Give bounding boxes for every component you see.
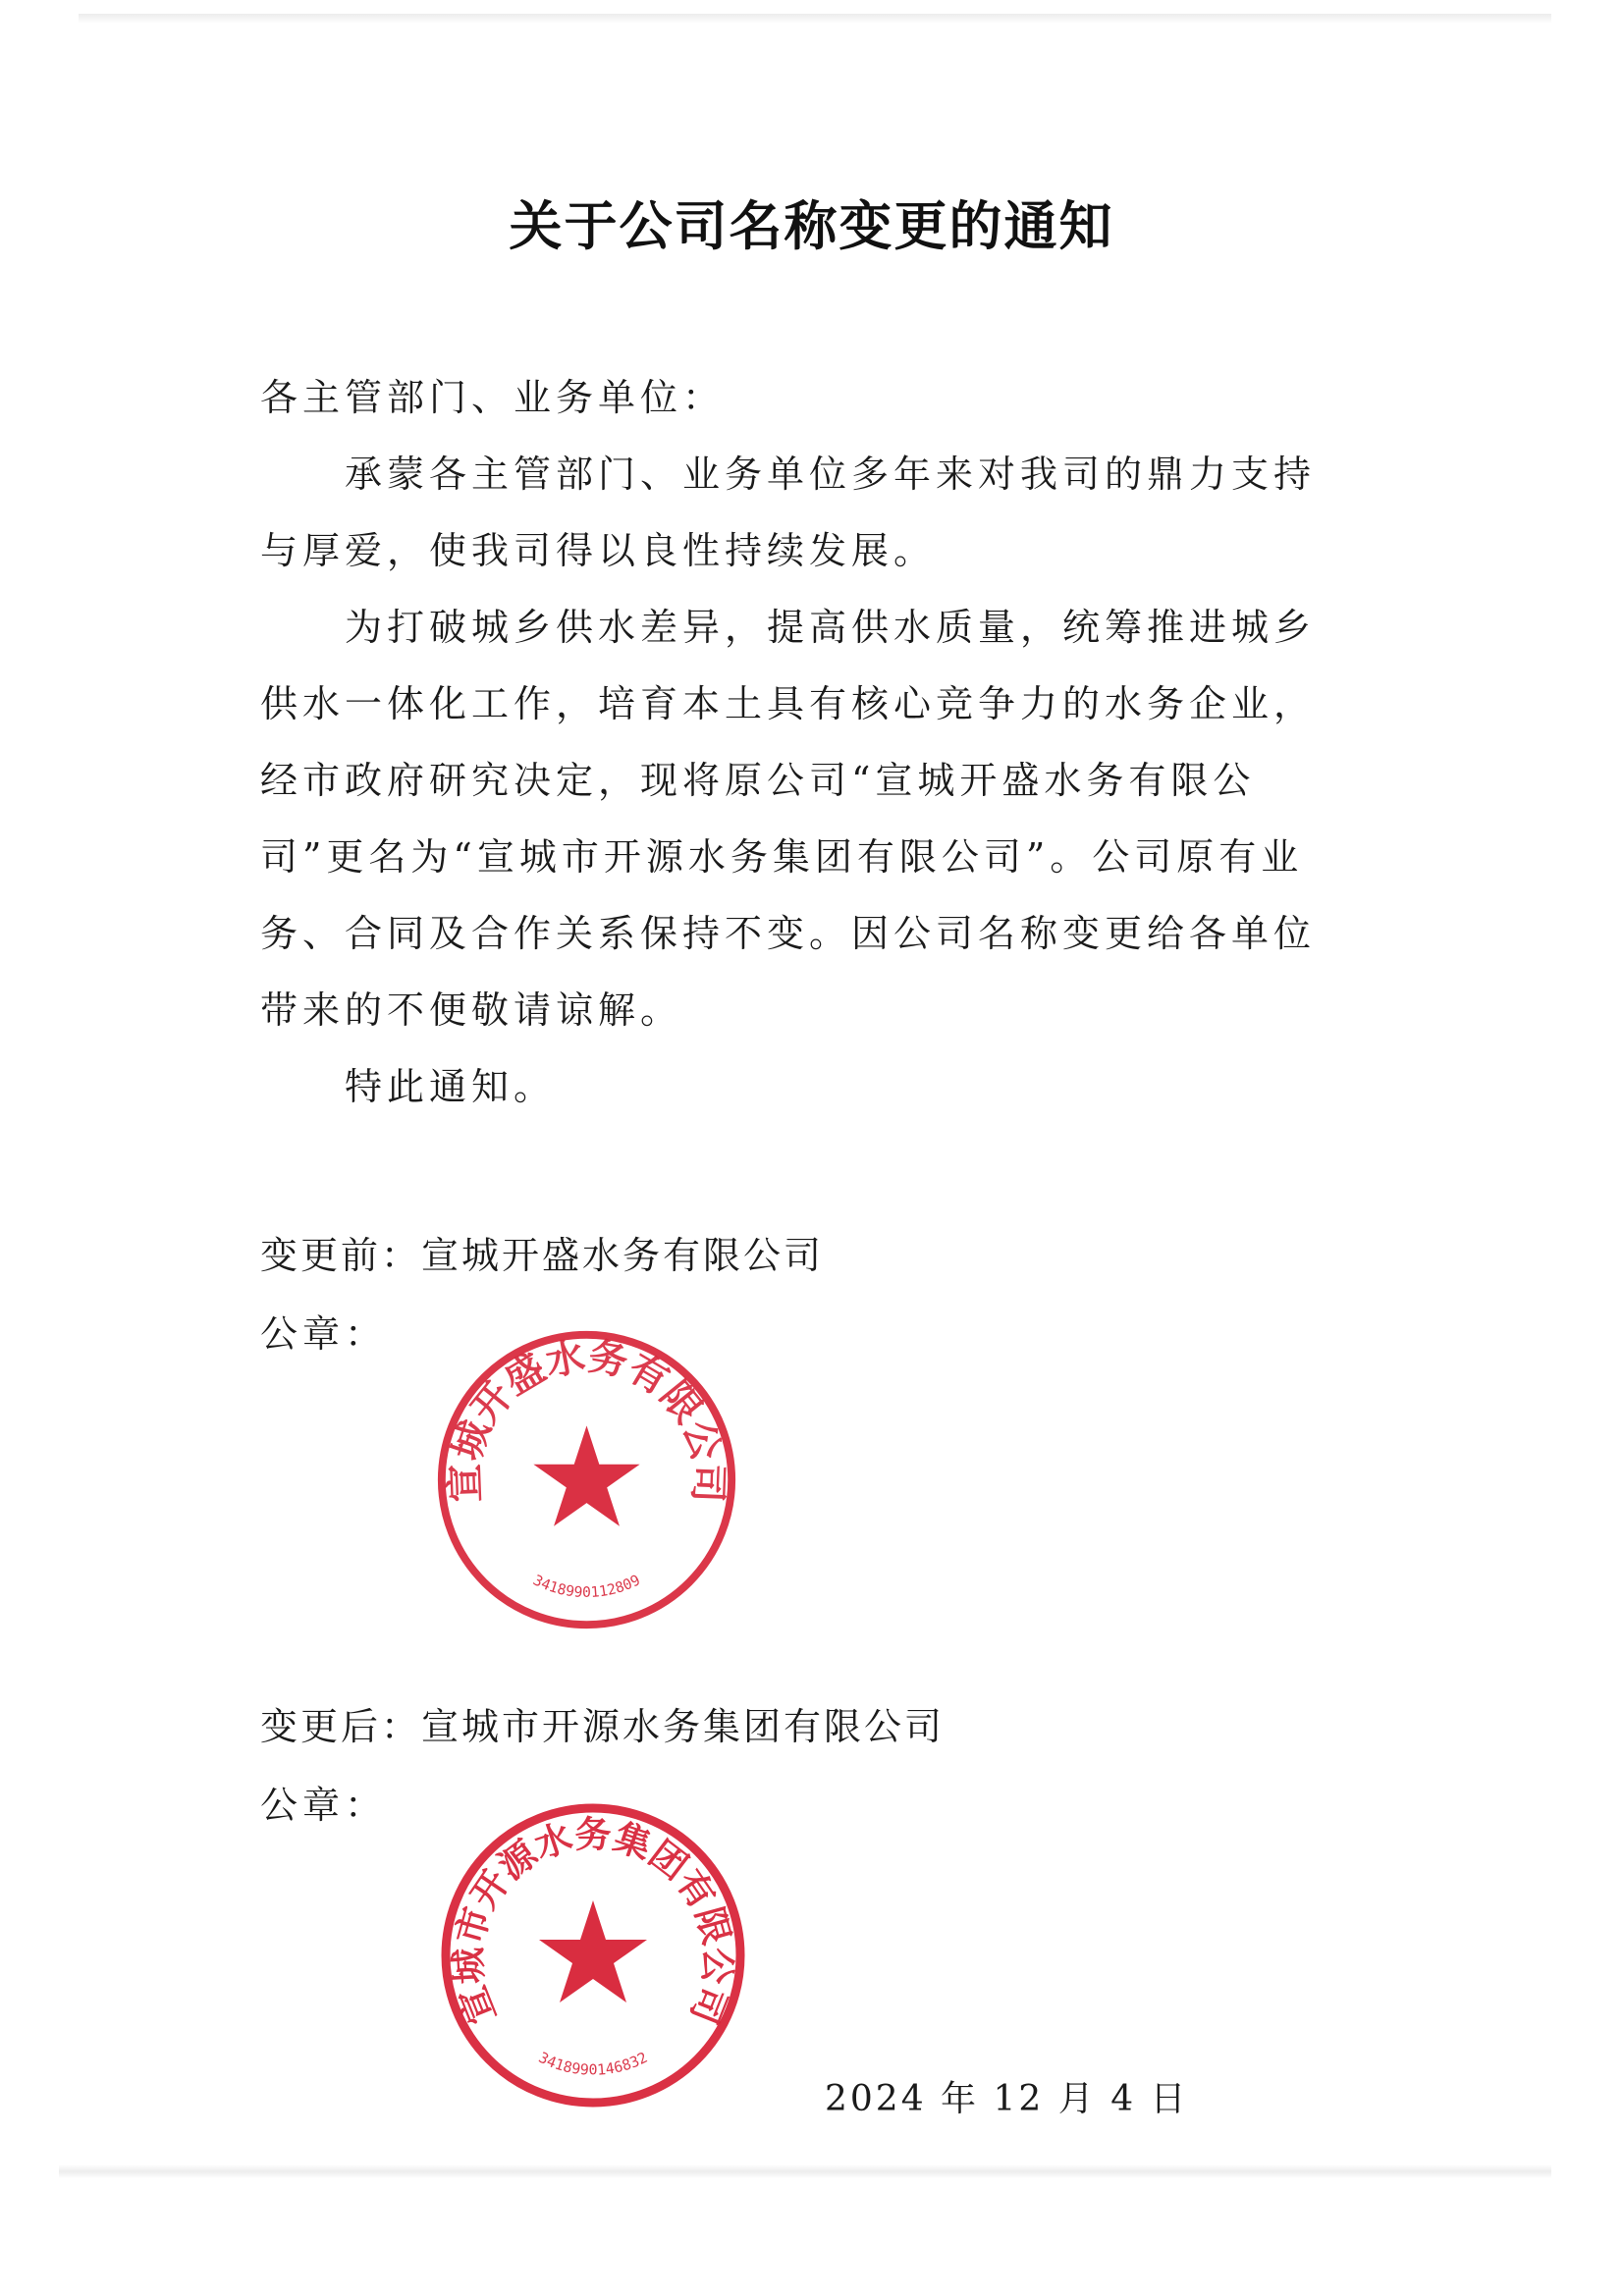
salutation: 各主管部门、业务单位：	[260, 376, 726, 419]
after-seal-label: 公章：	[260, 1784, 388, 1827]
paragraph-closing: 特此通知。	[345, 1065, 557, 1108]
before-company-seal	[432, 1325, 741, 1634]
after-seal-company-text: 宣城市开源水务集团有限公司	[446, 1812, 740, 2031]
paragraph-gratitude: 承蒙各主管部门、业务单位多年来对我司的鼎力支持与厚爱，使我司得以良性持续发展。	[260, 453, 1317, 572]
seal-red-stamp-icon	[436, 1798, 750, 2112]
before-company-name: 变更前：宣城开盛水务有限公司	[260, 1234, 825, 1277]
after-seal-code: 3418990146832	[535, 2048, 651, 2079]
paragraph-name-change: 为打破城乡供水差异，提高供水质量，统筹推进城乡供水一体化工作，培育本土具有核心竞争力的水务企业，经市政府研究决定，现将原公司“宣城开盛水务有限公司”更名为“宣城市开源水务集团有限公司”。公司原有业务、合同及合作关系保持不变。因公司名称变更给各单位带来的不便敬请谅解。	[260, 606, 1317, 1032]
before-seal-label: 公章：	[260, 1312, 388, 1356]
notice-title: 关于公司名称变更的通知	[509, 195, 1114, 257]
after-company-seal	[436, 1798, 750, 2112]
before-seal-code: 3418990112809	[530, 1572, 643, 1602]
after-company-name: 变更后：宣城市开源水务集团有限公司	[260, 1705, 946, 1748]
issue-date: 2024 年 12 月 4 日	[825, 2079, 1189, 2119]
before-seal-company-text: 宣城开盛水务有限公司	[442, 1333, 731, 1504]
scan-shadow-top	[79, 14, 1551, 24]
seal-red-stamp-icon	[432, 1325, 741, 1634]
scan-shadow-bottom	[59, 2164, 1551, 2178]
